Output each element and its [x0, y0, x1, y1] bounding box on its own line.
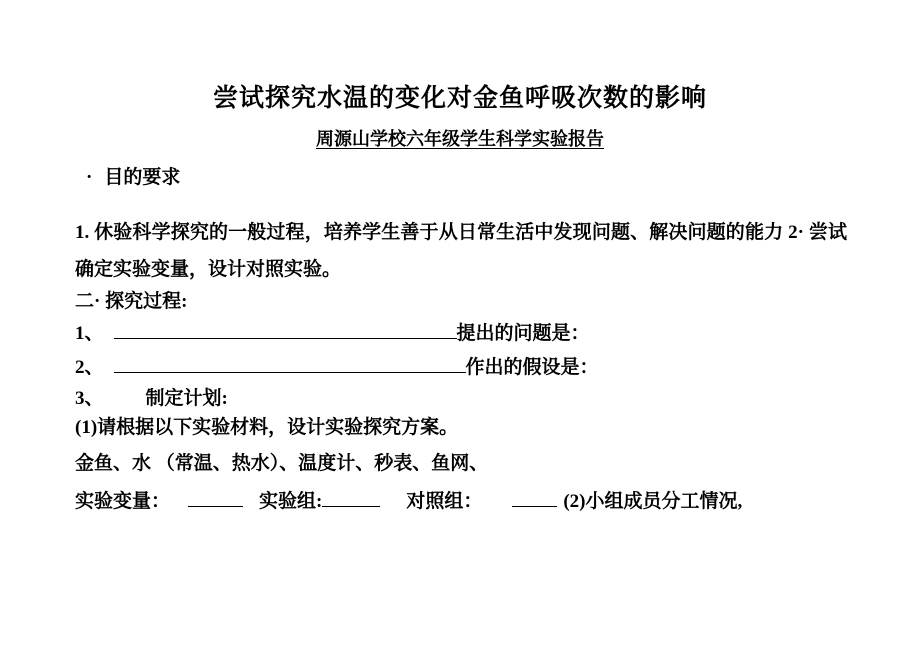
variables-row [75, 486, 742, 513]
experimental-group-blank-line[interactable] [322, 489, 380, 507]
purpose-heading-row [86, 162, 180, 189]
item-number-2: 2、 [75, 357, 104, 378]
document-subtitle-row [0, 125, 920, 151]
document-title: 尝试探究水温的变化对金鱼呼吸次数的影响 [212, 85, 707, 112]
item-number-3: 3、 [75, 388, 104, 409]
materials-list: 金鱼、水 （常温、热水）、温度计、秒表、鱼网、 [75, 453, 489, 474]
question-row [75, 318, 590, 345]
question-blank-line[interactable] [114, 321, 457, 339]
purpose-body-text: 1. 休验科学探究的一般过程，培养学生善于从日常生活中发现问题、解决问题的能力 2· 尝试确定实验变量，设计对照实验。 [75, 222, 847, 280]
bullet-dot: · [86, 167, 93, 188]
control-group-label: 对照组： [406, 491, 483, 512]
hypothesis-blank-line[interactable] [114, 355, 466, 373]
variable-label: 实验变量： [75, 491, 171, 512]
process-heading: 二· 探究过程: [75, 291, 188, 312]
control-group-blank-line[interactable] [512, 489, 557, 507]
experimental-group-label: 实验组: [259, 491, 323, 512]
plan-heading: 制定计划: [145, 388, 228, 409]
item-number-1: 1、 [75, 323, 104, 344]
variable-blank-line[interactable] [188, 489, 243, 507]
hypothesis-row [75, 352, 599, 379]
step1-instruction: (1)请根据以下实验材料，设计实验探究方案。 [75, 417, 459, 438]
step2-instruction: (2)小组成员分工情况, [563, 491, 743, 512]
purpose-heading: 目的要求 [104, 167, 181, 188]
plan-row [75, 383, 228, 410]
document-subtitle: 周源山学校六年级学生科学实验报告 [316, 129, 604, 149]
question-suffix-label: 提出的问题是： [456, 323, 590, 344]
hypothesis-suffix-label: 作出的假设是： [465, 357, 599, 378]
